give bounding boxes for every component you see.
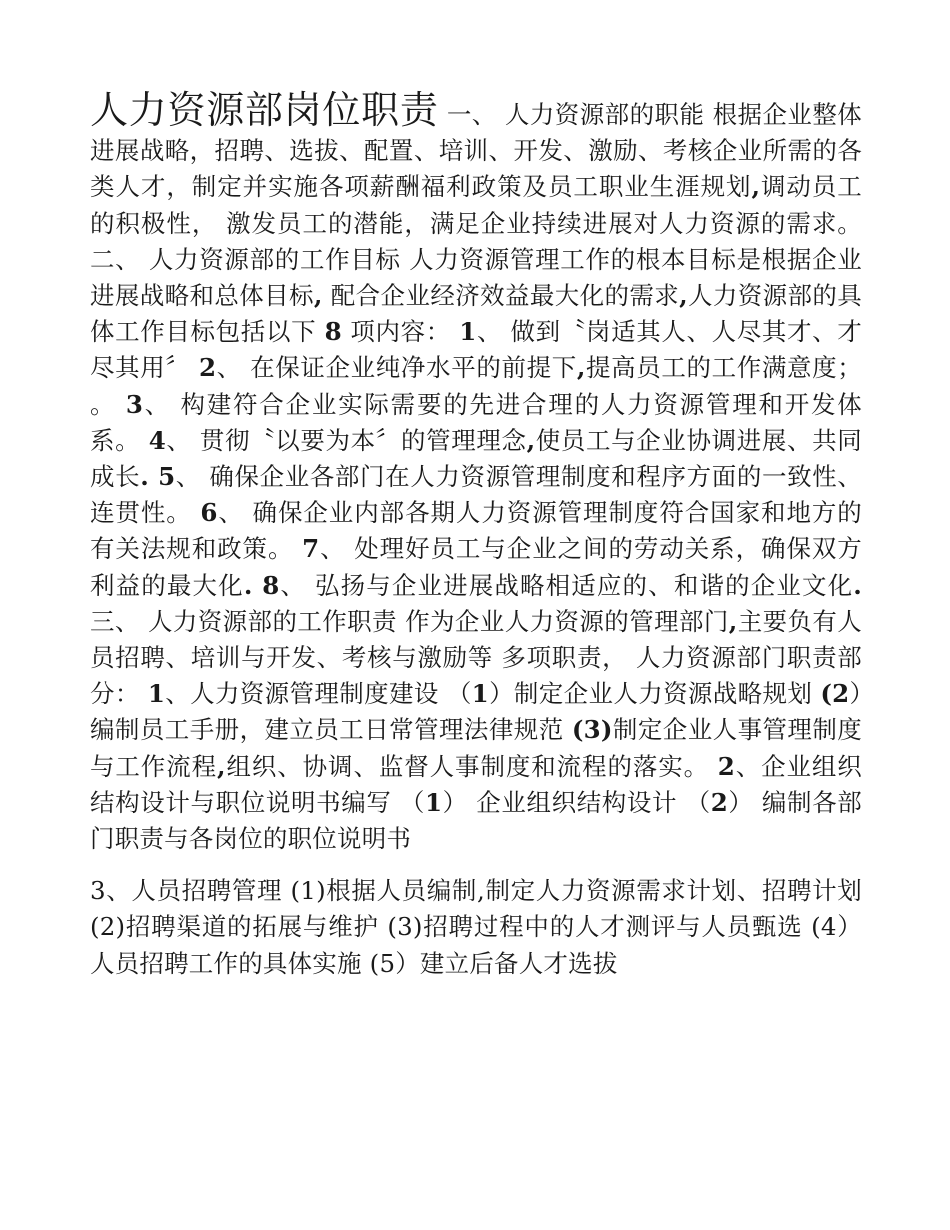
bold-text-run: ,: [751, 172, 761, 202]
text-run: ） 编制各部门职责与各岗位的职位说明书: [90, 787, 862, 854]
bold-text-run: 7: [302, 534, 320, 564]
text-run: 、 处理好员工与企业之间的劳动关系，确保双方利益的最大化: [90, 534, 863, 600]
paragraph-2-text: [90, 876, 862, 977]
text-run: 、 确保企业内部各期人力资源管理制度符合国家和地方的有关法规和政策。: [90, 498, 862, 564]
bold-text-run: ,: [217, 751, 226, 781]
document-body: [90, 88, 862, 982]
paragraph-2: [90, 873, 862, 982]
text-run: 主要负有人员招聘、培训与开发、考核与激励等 多项职责， 人力资源部门职责部分：: [90, 606, 862, 709]
bold-text-run: ,: [526, 425, 536, 455]
document-title: 人力资源部岗位职责: [90, 88, 439, 132]
text-run: 、 做到〝岗适其人、人尽其才、才尽其用〞: [90, 317, 862, 383]
text-run: ）编制员工手册，建立员工日常管理法律规范: [90, 679, 862, 745]
bold-text-run: ,: [728, 606, 738, 636]
bold-text-run: (2: [820, 679, 850, 709]
bold-text-run: 1: [471, 679, 489, 709]
bold-text-run: ,: [576, 353, 586, 383]
bold-text-run: 1: [147, 679, 166, 709]
bold-text-run: ,: [313, 281, 323, 311]
text-run: 组织、协调、监督人事制度和流程的落实。: [225, 751, 718, 781]
bold-text-run: 3: [125, 389, 144, 419]
bold-text-run: (3): [571, 715, 613, 745]
bold-text-run: 2: [717, 751, 735, 781]
text-run: 使员工与企业协调进展、共同成长: [90, 425, 862, 492]
bold-text-run: 4: [148, 425, 166, 455]
text-run: 人力资源部的具体工作目标包括以下: [90, 281, 862, 347]
text-run: ）制定企业人力资源战略规划: [488, 679, 821, 709]
paragraph-1-text: [90, 100, 862, 853]
bold-text-run: ,: [679, 281, 688, 311]
bold-text-run: 2: [198, 353, 217, 383]
text-run: ） 企业组织结构设计 （: [442, 787, 711, 817]
bold-text-run: .: [853, 570, 862, 600]
text-run: 、 在保证企业纯净水平的前提下: [216, 353, 577, 383]
text-run: 三、 人力资源部的工作职责 作为企业人力资源的管理部门: [90, 606, 729, 636]
bold-text-run: . 8: [243, 570, 280, 600]
text-run: 3、人员招聘管理 (1)根据人员编制,制定人力资源需求计划、招聘计划 (2)招聘渠道的拓展与维护 (3)招聘过程中的人才测评与人员甄选 (4）人员招聘工作的具体实施 (5）建立后备人才选拔: [90, 876, 862, 978]
text-run: 项内容：: [341, 317, 460, 347]
text-run: 提高员工的工作满意度； 。: [90, 353, 862, 419]
text-run: 、人力资源管理制度建设 （: [165, 679, 472, 709]
bold-text-run: 6: [200, 498, 218, 528]
bold-text-run: 1: [459, 317, 477, 347]
text-run: 、 弘扬与企业进展战略相适应的、和谐的企业文化: [279, 570, 854, 600]
bold-text-run: . 5: [140, 462, 176, 492]
text-run: 调动员工的积极性， 激发员工的潜能，满足企业持续进展对人力资源的需求。 二、 人力资源部的工作目标 人力资源管理工作的根本目标是根据企业进展战略和总体目标: [90, 172, 862, 311]
bold-text-run: 2: [710, 787, 728, 817]
text-run: 一、 人力资源部的职能 根据企业整体进展战略，招聘、选拔、配置、培训、开发、激励、考核企业所需的各类人才，制定并实施各项薪酬福利政策及员工职业生涯规划: [90, 100, 862, 202]
text-run: 、 确保企业各部门在人力资源管理制度和程序方面的一致性、连贯性。: [90, 462, 863, 528]
text-run: 配合企业经济效益最大化的需求: [322, 281, 680, 311]
text-run: 、 贯彻〝以要为本〞的管理理念: [165, 425, 527, 455]
text-run: 、 构建符合企业实际需要的先进合理的人力资源管理和开发体系。: [90, 389, 862, 455]
text-run: 、企业组织结构设计与职位说明书编写 （: [90, 751, 863, 817]
text-run: 制定企业人事管理制度与工作流程: [90, 715, 862, 781]
bold-text-run: 1: [425, 787, 443, 817]
paragraph-1: [90, 88, 862, 857]
bold-text-run: 8: [324, 317, 342, 347]
